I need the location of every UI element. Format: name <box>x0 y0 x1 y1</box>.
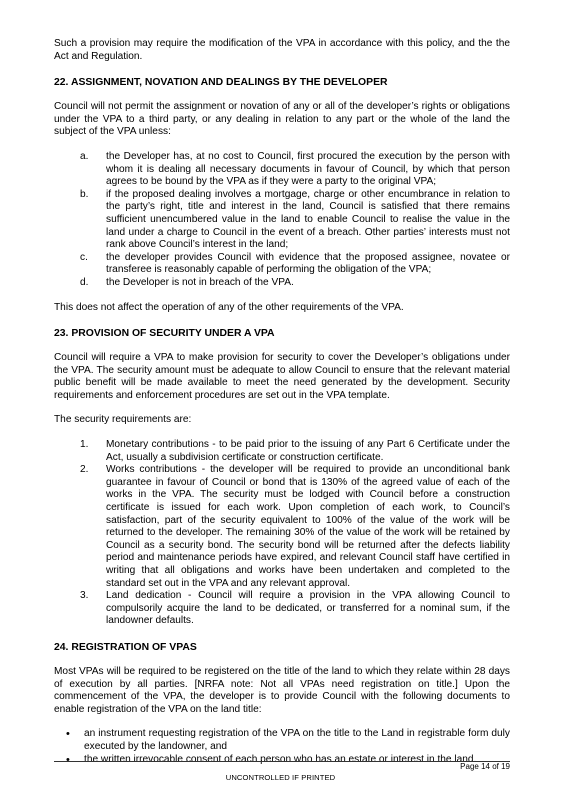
list-item <box>54 590 510 628</box>
section-24-intro: Most VPAs will be required to be registered on the title of the land to which they relate within 28 days of execution by all parties. [NRFA note: Not all VPAs need registration on title.] Upon the commencement of the VPA, the developer is to provide Council with the following documents to enable registration of the VPA on the land title: <box>54 665 510 715</box>
list-item <box>54 728 510 753</box>
bullet-icon: • <box>66 728 70 741</box>
list-marker: c. <box>80 251 88 263</box>
footer-divider <box>54 761 510 762</box>
list-marker: b. <box>80 188 89 200</box>
section-23-list <box>54 439 510 628</box>
list-item <box>54 252 510 277</box>
list-item <box>54 464 510 590</box>
list-item-text: Works contributions - the developer will be required to provide an unconditional bank guarantee in favour of Council or bond that is 130% of the agreed value of each of the works in the VPA. The security must be lodged with Council before a construction certificate is issued for each work. Upon completion of each work, to Council’s satisfaction, part of the security equivalent to 100% of the value of the work will be returned to the developer. The remaining 30% of the value of the work will be retained by Council as a security bond. The security bond will be returned after the defects liability period and maintenance periods have expired, and relevant Council staff have certified in writing that all obligations and works have been undertaken and completed to the standard set out in the VPA and any relevant approval. <box>106 464 510 589</box>
section-22-intro: Council will not permit the assignment or novation of any or all of the developer’s rights or obligations under the VPA to a third party, or any dealing in relation to any part or the whole of the land the subject of the VPA unless: <box>54 101 510 138</box>
uncontrolled-notice: UNCONTROLLED IF PRINTED <box>225 773 336 782</box>
section-23-heading: 23. PROVISION OF SECURITY UNDER A VPA <box>54 328 275 340</box>
list-item <box>54 754 510 767</box>
list-marker: 2. <box>80 464 89 476</box>
section-24-heading: 24. REGISTRATION OF VPAS <box>54 641 197 653</box>
list-marker: d. <box>80 276 89 288</box>
list-marker: a. <box>80 150 89 162</box>
intro-paragraph: Such a provision may require the modification of the VPA in accordance with this policy, and the the Act and Regulation. <box>54 38 510 62</box>
list-marker: 3. <box>80 590 89 602</box>
list-item <box>54 277 510 290</box>
list-item-text: the Developer has, at no cost to Council, first procured the execution by the person with whom it is dealing all necessary documents in favour of Council, by which that person agrees to be bound by the VPA as if they were a party to the original VPA; <box>106 150 510 188</box>
section-22-heading: 22. ASSIGNMENT, NOVATION AND DEALINGS BY THE DEVELOPER <box>54 77 388 89</box>
section-23-lead: The security requirements are: <box>54 414 192 426</box>
list-item <box>54 151 510 189</box>
list-item-text: Monetary contributions - to be paid prior to the issuing of any Part 6 Certificate under the Act, usually a subdivision certificate or construction certificate. <box>106 439 510 463</box>
list-marker: 1. <box>80 439 89 451</box>
list-item-text: an instrument requesting registration of the VPA on the title to the Land in registrable form duly executed by the landowner, and <box>84 728 510 752</box>
section-23-intro: Council will require a VPA to make provision for security to cover the Developer’s obligations under the VPA. The security amount must be adequate to allow Council to ensure that the relevant material public benefit will be made available to meet the need generated by the development. Security requirements and enforcement procedures are set out in the VPA template. <box>54 352 510 401</box>
page-number: Page 14 of 19 <box>460 762 510 771</box>
list-item-text: the developer provides Council with evidence that the proposed assignee, novatee or transferee is reasonably capable of performing the obligation of the VPA; <box>106 251 510 276</box>
list-item-text: Land dedication - Council will require a provision in the VPA allowing Council to compulsorily acquire the land to be dedicated, or transferred for a nominal sum, if the landowner defaults. <box>106 590 510 627</box>
list-item <box>54 189 510 252</box>
list-item <box>54 439 510 464</box>
bullet-icon: • <box>66 753 70 766</box>
document-page <box>54 38 510 766</box>
section-22-list <box>54 151 510 290</box>
section-22-closing: This does not affect the operation of any of the other requirements of the VPA. <box>54 301 404 313</box>
list-item-text: the Developer is not in breach of the VPA. <box>106 276 294 288</box>
list-item-text: if the proposed dealing involves a mortgage, charge or other encumbrance in relation to the party’s right, title and interest in the land, Council is satisfied that there remains sufficient unencumbered value in the land to enable Council to realise the value in the land under a charge to Council in the event of a breach. Other parties’ interests must not rank above Council’s interest in the land; <box>106 188 510 251</box>
list-item-text: the written irrevocable consent of each person who has an estate or interest in the land. <box>84 753 477 765</box>
